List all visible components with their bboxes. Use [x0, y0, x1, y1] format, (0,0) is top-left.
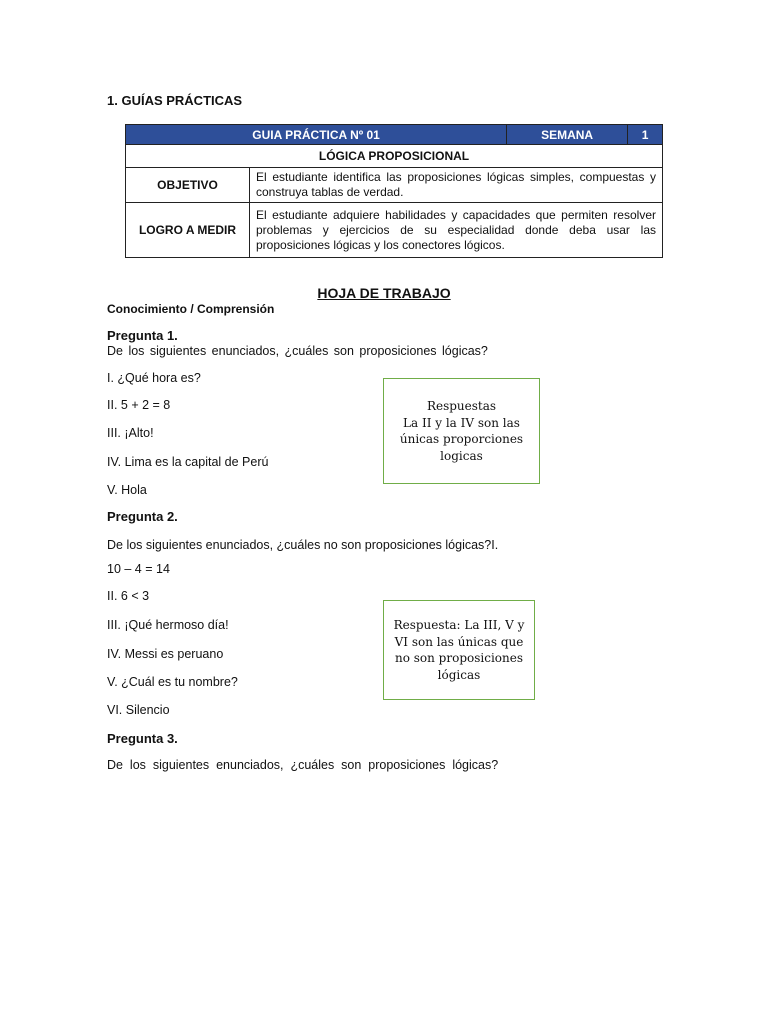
objective-row [126, 168, 663, 203]
answer-box-2 [383, 600, 535, 700]
achievement-row [126, 203, 663, 258]
question-2-title: Pregunta 2. [107, 509, 178, 524]
guide-table [125, 124, 663, 258]
q2-item-2: II. 6 < 3 [107, 589, 150, 603]
week-label: SEMANA [507, 125, 628, 145]
answer-1-line-3: únicas proporciones [399, 432, 524, 446]
answer-box-1 [383, 378, 540, 484]
objective-label: OBJETIVO [126, 168, 250, 203]
q2-item-6: VI. Silencio [107, 703, 170, 717]
guide-title: GUIA PRÁCTICA Nº 01 [126, 125, 507, 145]
answer-2-line-2: VI son las únicas que [394, 634, 524, 649]
guide-header-row [126, 125, 663, 145]
section-heading: 1. GUÍAS PRÁCTICAS [107, 93, 243, 108]
q2-item-4: IV. Messi es peruano [107, 647, 224, 661]
q1-item-1: I. ¿Qué hora es? [107, 371, 201, 385]
q1-item-4: IV. Lima es la capital de Perú [107, 455, 269, 469]
q1-item-2: II. 5 + 2 = 8 [107, 398, 171, 412]
q2-item-3: III. ¡Qué hermoso día! [107, 618, 229, 632]
category-label: Conocimiento / Comprensión [107, 302, 275, 316]
week-number: 1 [628, 125, 663, 145]
question-1-title: Pregunta 1. [107, 328, 178, 343]
question-3-prompt: De los siguientes enunciados, ¿cuáles son proposiciones lógicas? [107, 758, 499, 772]
answer-1-line-2: La II y la IV son las [403, 415, 520, 430]
achievement-text: El estudiante adquiere habilidades y capacidades que permiten resolver problemas y ejercicios de su especialidad donde deba usar las proposiciones lógicas y los conectores lógicos. [250, 203, 663, 258]
q2-item-1: 10 – 4 = 14 [107, 562, 170, 576]
answer-2-line-1: Respuesta: La III, V y [393, 618, 525, 632]
topic-row [126, 145, 663, 168]
q2-item-5: V. ¿Cuál es tu nombre? [107, 675, 238, 689]
topic-title: LÓGICA PROPOSICIONAL [126, 145, 663, 168]
achievement-label: LOGRO A MEDIR [126, 203, 250, 258]
answer-2-line-4: lógicas [437, 667, 481, 682]
question-2-prompt: De los siguientes enunciados, ¿cuáles no son proposiciones lógicas?I. [107, 538, 499, 552]
q1-item-5: V. Hola [107, 483, 147, 497]
answer-1-line-4: logicas [440, 448, 483, 463]
q1-item-3: III. ¡Alto! [107, 426, 154, 440]
question-1-prompt: De los siguientes enunciados, ¿cuáles son proposiciones lógicas? [107, 344, 488, 358]
objective-text: El estudiante identifica las proposiciones lógicas simples, compuestas y construya tablas de verdad. [250, 168, 663, 203]
question-3-title: Pregunta 3. [107, 731, 178, 746]
answer-1-line-1: Respuestas [426, 399, 497, 413]
worksheet-title: HOJA DE TRABAJO [317, 285, 451, 301]
answer-2-line-3: no son proposiciones [394, 651, 523, 665]
